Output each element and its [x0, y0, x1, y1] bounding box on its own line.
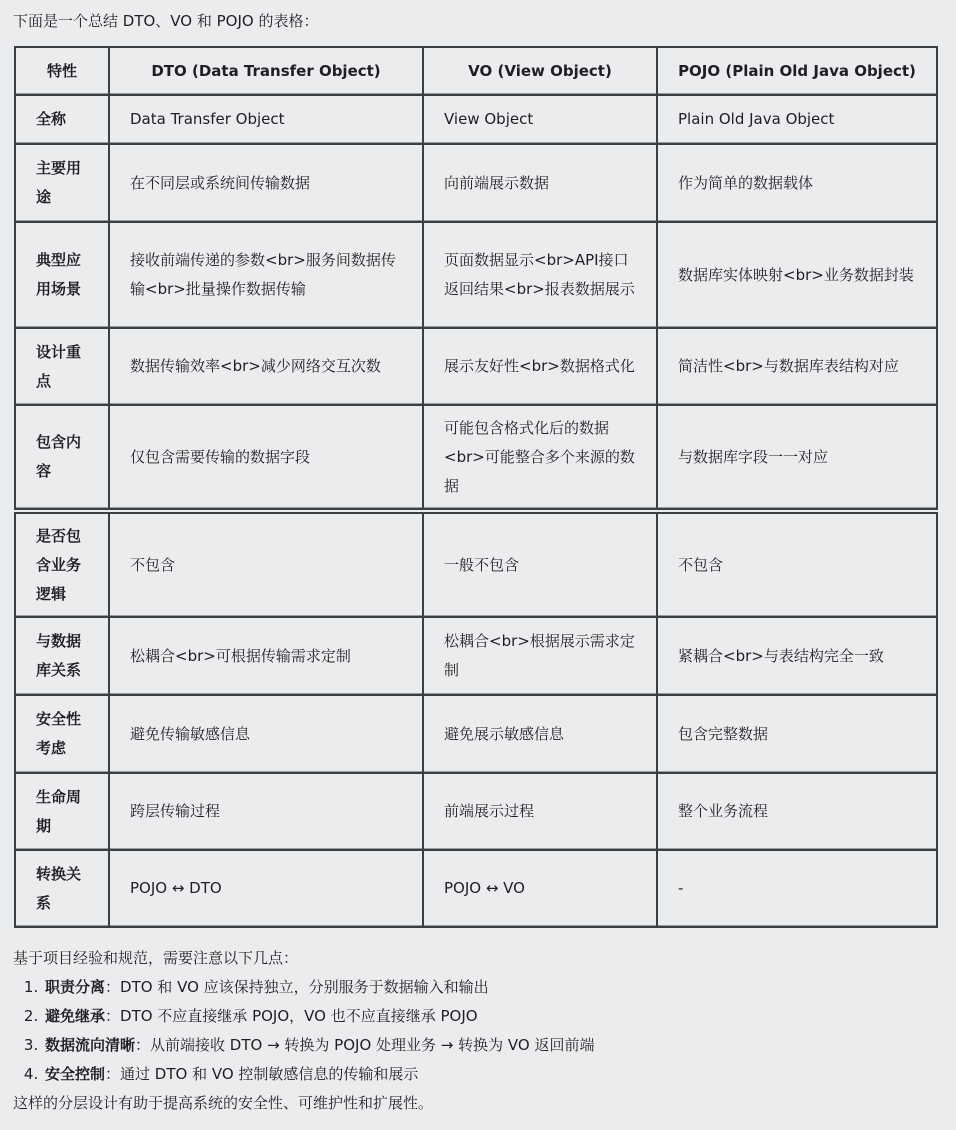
value-cell: 数据库实体映射<br>业务数据封装 [657, 222, 937, 328]
table-row [15, 617, 937, 695]
note-text: ：DTO 和 VO 应该保持独立，分别服务于数据输入和输出 [105, 978, 489, 996]
note-text: ：从前端接收 DTO → 转换为 POJO 处理业务 → 转换为 VO 返回前端 [135, 1036, 595, 1054]
value-cell: 可能包含格式化后的数据<br>可能整合多个来源的数据 [423, 405, 657, 511]
table-row [15, 511, 937, 617]
feature-cell: 生命周期 [15, 773, 109, 850]
table-row [15, 850, 937, 927]
feature-cell: 与数据库关系 [15, 617, 109, 695]
value-cell: - [657, 850, 937, 927]
value-cell: 向前端展示数据 [423, 144, 657, 222]
header-dto: DTO (Data Transfer Object) [109, 47, 423, 95]
value-cell: 避免展示敏感信息 [423, 695, 657, 773]
note-item [43, 1031, 594, 1060]
comparison-table [14, 46, 938, 928]
notes-section [13, 944, 594, 1118]
value-cell: 松耦合<br>可根据传输需求定制 [109, 617, 423, 695]
feature-cell: 主要用途 [15, 144, 109, 222]
conclusion-text: 这样的分层设计有助于提高系统的安全性、可维护性和扩展性。 [13, 1094, 434, 1112]
feature-cell: 全称 [15, 95, 109, 144]
value-cell: 与数据库字段一一对应 [657, 405, 937, 511]
feature-cell: 典型应用场景 [15, 222, 109, 328]
value-cell: 一般不包含 [423, 511, 657, 617]
feature-cell: 设计重点 [15, 328, 109, 405]
table-row [15, 773, 937, 850]
intro-text: 下面是一个总结 DTO、VO 和 POJO 的表格： [13, 12, 319, 30]
value-cell: 不包含 [657, 511, 937, 617]
value-cell: 不包含 [109, 511, 423, 617]
note-title: 职责分离 [45, 978, 106, 996]
note-text: ：DTO 不应直接继承 POJO，VO 也不应直接继承 POJO [105, 1007, 478, 1025]
value-cell: 避免传输敏感信息 [109, 695, 423, 773]
header-pojo: POJO (Plain Old Java Object) [657, 47, 937, 95]
value-cell: POJO ↔ VO [423, 850, 657, 927]
value-cell: 展示友好性<br>数据格式化 [423, 328, 657, 405]
notes-intro: 基于项目经验和规范，需要注意以下几点： [13, 949, 299, 967]
value-cell: Data Transfer Object [109, 95, 423, 144]
table-row [15, 222, 937, 328]
table-row [15, 405, 937, 511]
note-item [43, 1060, 594, 1089]
header-feature: 特性 [15, 47, 109, 95]
note-item [43, 973, 594, 1002]
note-item [43, 1002, 594, 1031]
table-row [15, 695, 937, 773]
value-cell: 在不同层或系统间传输数据 [109, 144, 423, 222]
value-cell: 作为简单的数据载体 [657, 144, 937, 222]
table-row [15, 328, 937, 405]
value-cell: 前端展示过程 [423, 773, 657, 850]
value-cell: POJO ↔ DTO [109, 850, 423, 927]
value-cell: 整个业务流程 [657, 773, 937, 850]
value-cell: View Object [423, 95, 657, 144]
feature-cell: 包含内容 [15, 405, 109, 511]
note-title: 安全控制 [45, 1065, 106, 1083]
note-title: 数据流向清晰 [45, 1036, 136, 1054]
notes-list [13, 973, 594, 1089]
value-cell: 紧耦合<br>与表结构完全一致 [657, 617, 937, 695]
value-cell: 包含完整数据 [657, 695, 937, 773]
value-cell: 简洁性<br>与数据库表结构对应 [657, 328, 937, 405]
table-row [15, 144, 937, 222]
note-text: ：通过 DTO 和 VO 控制敏感信息的传输和展示 [105, 1065, 419, 1083]
value-cell: 数据传输效率<br>减少网络交互次数 [109, 328, 423, 405]
value-cell: 跨层传输过程 [109, 773, 423, 850]
note-title: 避免继承 [45, 1007, 106, 1025]
value-cell: Plain Old Java Object [657, 95, 937, 144]
value-cell: 仅包含需要传输的数据字段 [109, 405, 423, 511]
header-vo: VO (View Object) [423, 47, 657, 95]
table-header-row [15, 47, 937, 95]
value-cell: 页面数据显示<br>API接口返回结果<br>报表数据展示 [423, 222, 657, 328]
feature-cell: 转换关系 [15, 850, 109, 927]
feature-cell: 是否包含业务逻辑 [15, 511, 109, 617]
table-row [15, 95, 937, 144]
value-cell: 接收前端传递的参数<br>服务间数据传输<br>批量操作数据传输 [109, 222, 423, 328]
value-cell: 松耦合<br>根据展示需求定制 [423, 617, 657, 695]
feature-cell: 安全性考虑 [15, 695, 109, 773]
